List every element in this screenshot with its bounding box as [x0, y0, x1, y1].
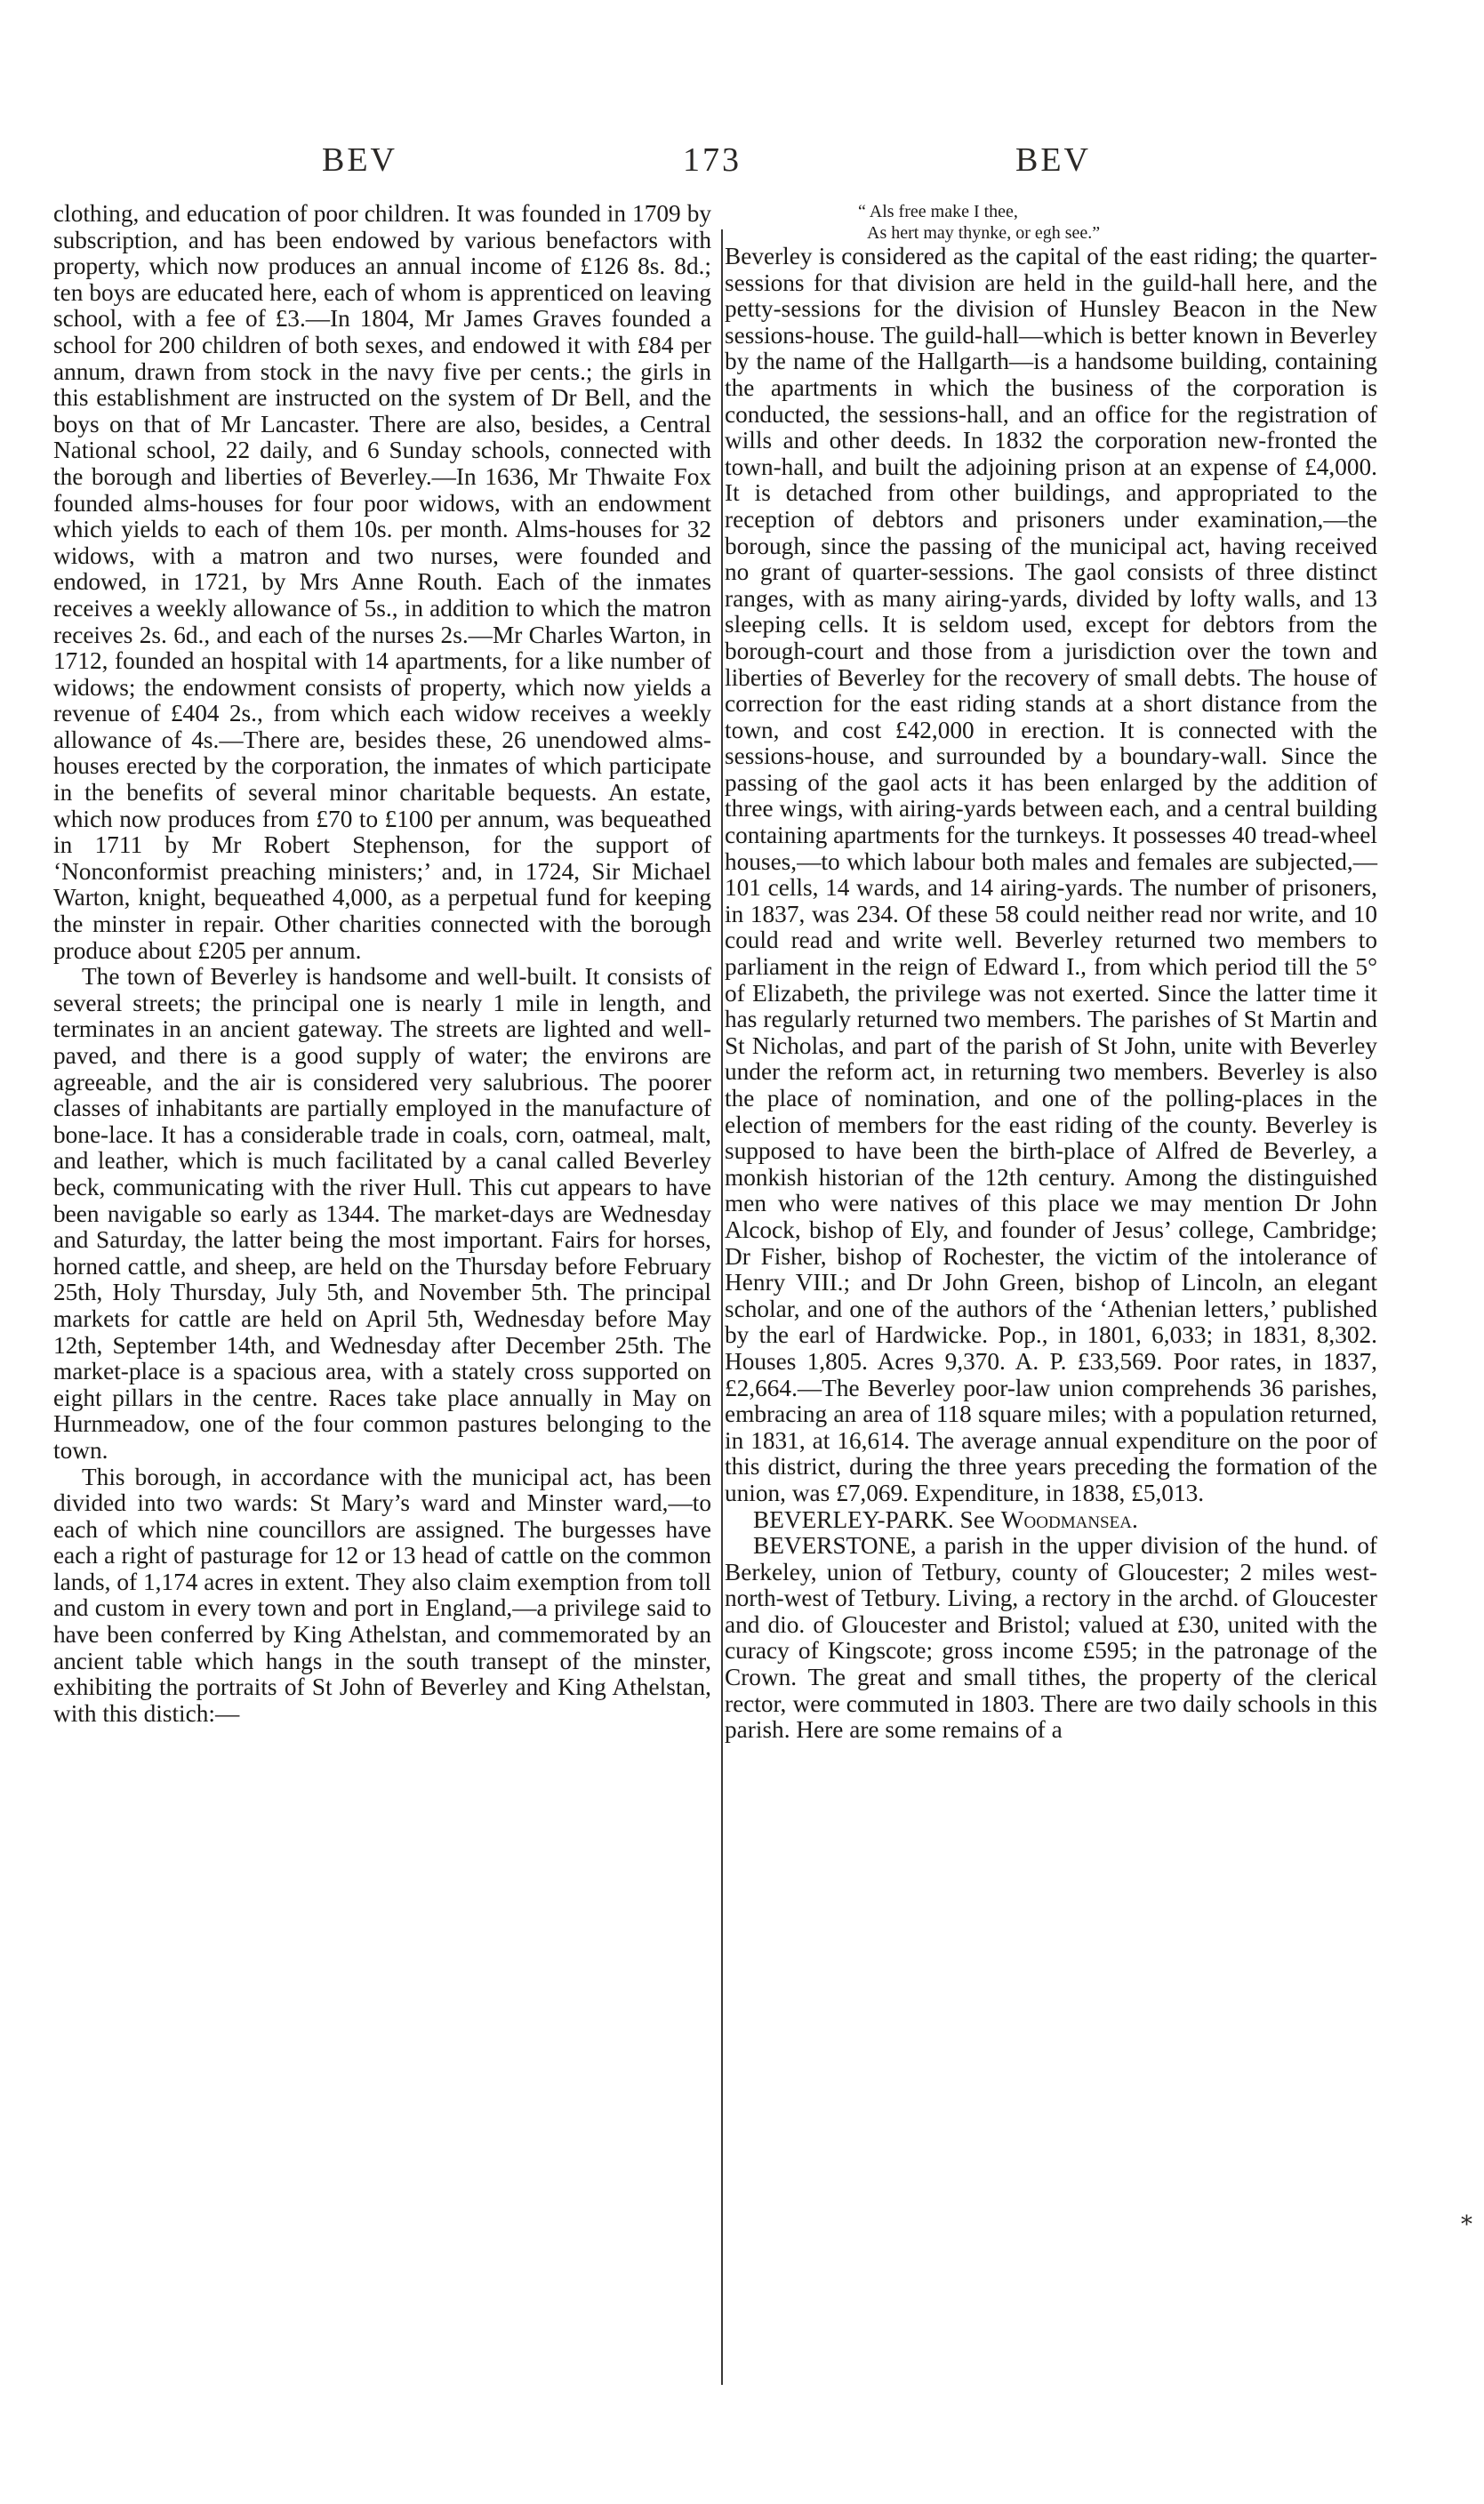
- margin-marker: *: [1461, 2211, 1472, 2238]
- left-column: [53, 201, 711, 1727]
- verse-line-1: “ Als free make I thee,: [858, 202, 1018, 221]
- entry-beverley-park: [725, 1507, 1377, 1534]
- paragraph-borough-wards: This borough, in accordance with the municipal act, has been divided into two wards: St Mary’s ward and Minster ward,—to each of which nine councillors are assigned. The burgesses have each a right of pasturage for 12 or 13 head of cattle on the common lands, of 1,174 acres in extent. They also claim exemption from toll and custom in every town and port in England,—a privilege said to have been conferred by King Athelstan, and commemorated by an ancient table which hangs in the south transept of the minster, exhibiting the portraits of St John of Beverley and King Athelstan, with this distich:—: [53, 1463, 711, 1727]
- verse-line-2: As hert may thynke, or egh see.”: [867, 223, 1101, 243]
- paragraph-charities: clothing, and education of poor children. It was founded in 1709 by subscription, and has been endowed by various benefactors with property, which now produces an annual income of £126 8s. 8d.; ten boys are educated here, each of whom is apprenticed on leaving school, with a fee of £3.—In 1804, Mr James Graves founded a school for 200 children of both sexes, and endowed it with £84 per annum, drawn from stock in the navy five per cents.; the girls in this establishment are instructed on the system of Dr Bell, and the boys on that of Mr Lancaster. There are also, besides, a Central National school, 22 daily, and 6 Sunday schools, connected with the borough and liberties of Beverley.—In 1636, Mr Thwaite Fox founded alms-houses for four poor widows, with an endowment which yields to each of them 10s. per month. Alms-houses for 32 widows, with a matron and two nurses, were founded and endowed, in 1721, by Mrs Anne Routh. Each of the inmates receives a weekly allowance of 5s., in addition to which the matron receives 2s. 6d., and each of the nurses 2s.—Mr Charles Warton, in 1712, founded an hospital with 14 apartments, for a like number of widows; the endowment consists of property, which now yields a revenue of £404 2s., from which each widow receives a weekly allowance of 4s.—There are, besides these, 26 unendowed alms-houses erected by the corporation, the inmates of which participate in the benefits of several minor charitable bequests. An estate, which now produces from £70 to £100 per annum, was bequeathed in 1711 by Mr Robert Stephenson, for the support of ‘Nonconformist preaching ministers;’ and, in 1724, Sir Michael Warton, knight, bequeathed 4,000, as a perpetual fund for keeping the minster in repair. Other charities connected with the borough produce about £205 per annum.: [53, 200, 711, 964]
- right-column: [725, 201, 1377, 1744]
- distich-verse: [725, 201, 1377, 244]
- paragraph-town-description: The town of Beverley is handsome and well-built. It consists of several streets; the principal one is nearly 1 mile in length, and terminates in an ancient gateway. The streets are lighted and well-paved, and there is a good supply of water; the environs are agreeable, and the air is considered very salubrious. The poorer classes of inhabitants are partially employed in the manufacture of bone-lace. It has a considerable trade in coals, corn, oatmeal, malt, and leather, which is much facilitated by a canal called Beverley beck, communicating with the river Hull. This cut appears to have been navigable so early as 1344. The market-days are Wednesday and Saturday, the latter being the most important. Fairs for horses, horned cattle, and sheep, are held on the Thursday before February 25th, Holy Thursday, July 5th, and November 5th. The principal markets for cattle are held on April 5th, Wednesday before May 12th, September 14th, and Wednesday after December 25th. The market-place is a spacious area, with a stately cross supported on eight pillars in the centre. Races take place annually in May on Hurnmeadow, one of the four common pastures belonging to the town.: [53, 963, 711, 1464]
- entry-beverstone: BEVERSTONE, a parish in the upper division of the hund. of Berkeley, union of Tetbury, county of Gloucester; 2 miles west-north-west of Tetbury. Living, a rectory in the archd. of Gloucester and dio. of Gloucester and Bristol; valued at £30, united with the curacy of Kingscote; gross income £595; in the patronage of the Crown. The great and small tithes, the property of the clerical rector, were commuted in 1803. There are two daily schools in this parish. Here are some remains of a: [725, 1532, 1377, 1744]
- entry-beverley-park-text: BEVERLEY-PARK. See: [753, 1505, 995, 1533]
- cross-reference-woodmansea: Woodmansea.: [1000, 1505, 1138, 1533]
- column-divider: [721, 229, 723, 2385]
- header-left-keyword: BEV: [322, 141, 397, 179]
- page-number: 173: [683, 141, 742, 179]
- header-right-keyword: BEV: [1015, 141, 1091, 179]
- running-header: [0, 140, 1484, 185]
- paragraph-capital-east-riding: Beverley is considered as the capital of the east riding; the quarter-sessions for that division are held in the guild-hall here, and the petty-sessions for the division of Hunsley Beacon in the New sessions-house. The guild-hall—which is better known in Beverley by the name of the Hallgarth—is a handsome building, containing the apartments in which the business of the corporation is conducted, the sessions-hall, and an office for the registration of wills and other deeds. In 1832 the corporation new-fronted the town-hall, and built the adjoining prison at an expense of £4,000. It is detached from other buildings, and appropriated to the reception of debtors and prisoners under examination,—the borough, since the passing of the municipal act, having received no grant of quarter-sessions. The gaol consists of three distinct ranges, with as many airing-yards, divided by lofty walls, and 13 sleeping cells. It is seldom used, except for debtors from the borough-court and those from a jurisdiction over the town and liberties of Beverley for the recovery of small debts. The house of correction for the east riding stands at a short distance from the town, and cost £42,000 in erection. It is connected with the sessions-house, and surrounded by a boundary-wall. Since the passing of the gaol acts it has been enlarged by the addition of three wings, with airing-yards between each, and a central building containing apartments for the turnkeys. It possesses 40 tread-wheel houses,—to which labour both males and females are subjected,—101 cells, 14 wards, and 14 airing-yards. The number of prisoners, in 1837, was 234. Of these 58 could neither read nor write, and 10 could read and write well. Beverley returned two members to parliament in the reign of Edward I., from which period till the 5° of Elizabeth, the privilege was not exerted. Since the latter time it has regularly returned two members. The parishes of St Martin and St Nicholas, and part of the parish of St John, unite with Beverley under the reform act, in returning two members. Beverley is also the place of nomination, and one of the polling-places in the election of members for the east riding of the county. Beverley is supposed to have been the birth-place of Alfred de Beverley, a monkish historian of the 12th century. Among the distinguished men who were natives of this place we may mention Dr John Alcock, bishop of Ely, and founder of Jesus’ college, Cambridge; Dr Fisher, bishop of Rochester, the victim of the intolerance of Henry VIII.; and Dr John Green, bishop of Lincoln, an elegant scholar, and one of the authors of the ‘Athenian letters,’ published by the earl of Hardwicke. Pop., in 1801, 6,033; in 1831, 8,302. Houses 1,805. Acres 9,370. A. P. £33,569. Poor rates, in 1837, £2,664.—The Beverley poor-law union comprehends 36 parishes, embracing an area of 118 square miles; with a population returned, in 1831, at 16,614. The average annual expenditure on the poor of this district, during the three years preceding the formation of the union, was £7,069. Expenditure, in 1838, £5,013.: [725, 243, 1377, 1506]
